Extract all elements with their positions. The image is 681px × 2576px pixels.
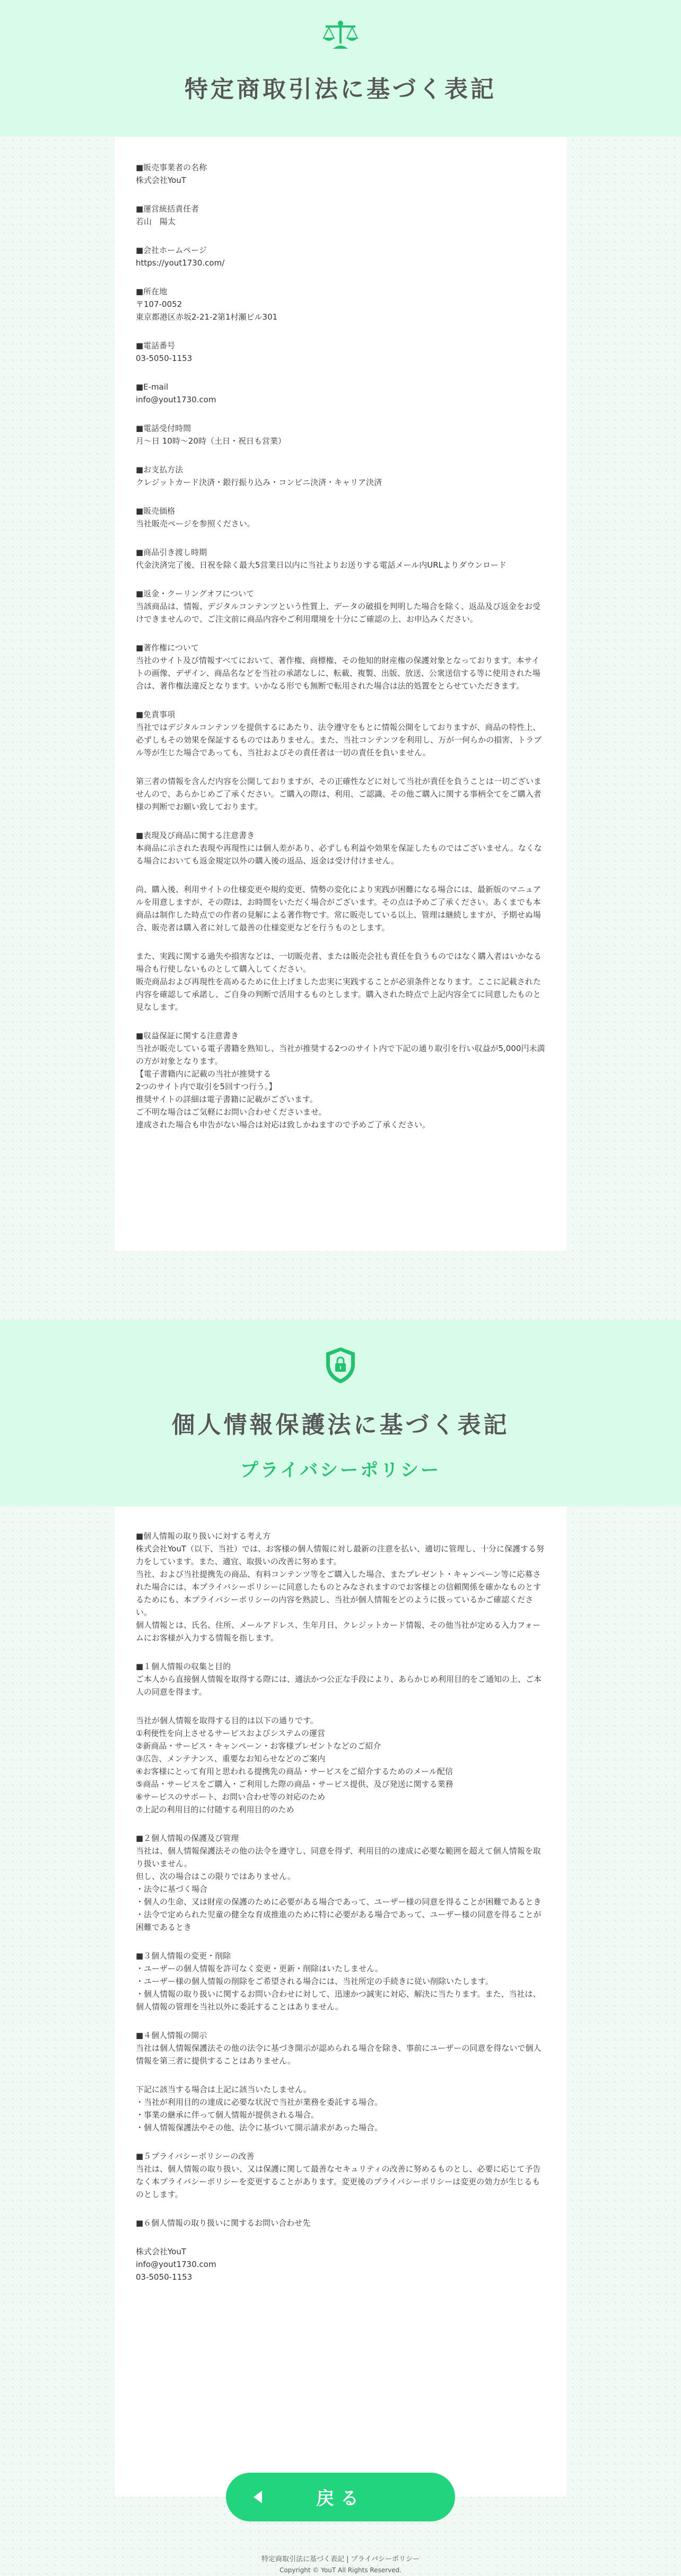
item-value: info@yout1730.com	[136, 395, 216, 404]
page-title: 特定商取引法に基づく表記	[185, 76, 496, 103]
info-item	[136, 1660, 545, 1698]
footer-links[interactable]: 特定商取引法に基づく表記 | プライバシーポリシー	[261, 2555, 420, 2563]
scales-icon	[321, 19, 360, 51]
item-label: ■運営統括責任者	[136, 204, 199, 214]
info-item	[136, 708, 545, 759]
item-value: 03-5050-1153	[136, 354, 193, 363]
item-value: 当社は、個人情報保護法その他の法令を遵守し、同意を得ず、利用目的の達成に必要な範囲を超えて個人情報を取り扱いません。 但し、次の場合はこの限りではありません。 ・法令に基づく場合 ・個人の生命、又は財産の保護のために必要がある場合であって、ユーザー様の同意を得ることが困難であるとき ・法令で定められた児童の健全な育成推進のために特に必要がある場合であって、ユーザー様の同意を得ることが困難であるとき	[136, 1846, 542, 1932]
item-value: 代金決済完了後、日祝を除く最大5営業日以内に当社よりお送りする電話メール内URLよりダウンロード	[136, 560, 507, 570]
item-value: 若山 陽太	[136, 217, 176, 226]
item-label: ■E-mail	[136, 382, 169, 392]
item-value: 〒107-0052 東京都港区赤坂2-21-2第1村瀬ビル301	[136, 299, 278, 322]
item-label: ■表現及び商品に関する注意書き	[136, 831, 255, 840]
item-value: 当社が個人情報を取得する目的は以下の通りです。 ①利便性を向上させるサービスおよびシステムの運営 ②新商品・サービス・キャンペーン・お客様プレゼントなどのご紹介 ③広告、メンテナンス、重要なお知らせなどのご案内 ④お客様にとって有用と思われる提携先の商品・サービスをご紹介するためのメール配信 ⑤商品・サービスをご購入・ご利用した際の商品・サービス提供、及び発送に関する業務 ⑥サービスのサポート、お問い合わせ等の対応のため ⑦上記の利用目的に付随する利用目的のため	[136, 1716, 453, 1814]
item-label: ■収益保証に関する注意書き	[136, 1031, 239, 1040]
info-item	[136, 2083, 545, 2134]
info-item	[136, 202, 545, 228]
item-value: ・ユーザーの個人情報を許可なく変更・更新・削除はいたしません。 ・ユーザー様の個人情報の削除をご希望される場合には、当社所定の手続きに従い削除いたします。 ・個人情報の取り扱いに関するお問い合わせに対して、迅速かつ誠実に対応、解決に当たります。また、当社は、個人情報の管理を当社以外に委託することはありません。	[136, 1964, 541, 2012]
info-item	[136, 1832, 545, 1934]
item-value: 当社のサイト及び情報すべてにおいて、著作権、商標権、その他知的財産権の保護対象となっております。本サイトの画像、デザイン、商品名などを当社の承諾なしに、転載、複製、出版、放送、公衆送信する等に使用された場合は、著作権法違反となります。いかなる形でも無断で転用された場合は法的処置をとらせていただきます。	[136, 656, 540, 691]
item-label: ■電話受付時間	[136, 424, 191, 433]
item-label: ■個人情報の取り扱いに対する考え方	[136, 1531, 271, 1541]
item-value: 株式会社YouT info@yout1730.com 03-5050-1153	[136, 2247, 216, 2282]
item-value: 第三者の情報を含んだ内容を公開しておりますが、その正確性などに対して当社が責任を負うことは一切ございませんので、あらかじめご了承ください。ご購入の際は、利用、ご認識、その他ご購入に関する事柄全てをご購入者様の判断でお願い致しております。	[136, 777, 542, 811]
privacy-panel	[115, 1506, 566, 2496]
privacy-header	[0, 1320, 681, 1506]
page-footer	[0, 2488, 681, 2576]
privacy-title: 個人情報保護法に基づく表記	[171, 1411, 510, 1439]
copyright: Copyright © YouT All Rights Reserved.	[279, 2566, 402, 2574]
item-value: 株式会社YouT	[136, 175, 187, 185]
info-item	[136, 829, 545, 867]
info-item	[136, 505, 545, 530]
info-item	[136, 883, 545, 934]
item-value: クレジットカード決済・銀行振り込み・コンビニ決済・キャリア決済	[136, 478, 382, 487]
arrow-left-icon	[254, 2491, 262, 2503]
info-item	[136, 950, 545, 1013]
back-button-label: 戻る	[316, 2488, 365, 2509]
info-item	[136, 1714, 545, 1816]
info-item	[136, 2217, 545, 2229]
item-value: ご本人から直接個人情報を取得する際には、適法かつ公正な手段により、あらかじめ利用目的をご通知の上、ご本人の同意を得ます。	[136, 1674, 542, 1697]
item-label: ■３個人情報の変更・削除	[136, 1951, 231, 1961]
info-item	[136, 775, 545, 813]
item-value: 当社が販売している電子書籍を熟知し、当社が推奨する2つのサイト内で下記の通り取引を行い収益が5,000円未満の方が対象となります。 【電子書籍内に記載の当社が推奨する 2つのサイト内で取引を5回すつ行う。】 推奨サイトの詳細は電子書籍に記載がございます。 ご不明な場合はご気軽にお問い合わせくださいませ。 達成された場合も申告がない場合は対応は致しかねますので予めご了承ください。	[136, 1044, 545, 1130]
info-item	[136, 422, 545, 447]
item-label: ■６個人情報の取り扱いに関するお問い合わせ先	[136, 2218, 311, 2228]
info-item	[136, 1029, 545, 1131]
item-label: ■５プライバシーポリシーの改善	[136, 2151, 255, 2161]
item-value: 本商品に示された表現や再現性には個人差があり、必ずしも利益や効果を保証したものではございません。なくなる場合においても返金規定以外の購入後の返品、返金は受け付けません。	[136, 843, 542, 866]
item-label: ■１個人情報の収集と目的	[136, 1662, 231, 1671]
tokusho-header	[0, 0, 681, 137]
item-label: ■著作権について	[136, 643, 199, 652]
info-item	[136, 546, 545, 571]
item-value: 月〜日 10時〜20時（土日・祝日も営業）	[136, 436, 286, 446]
item-label: ■４個人情報の開示	[136, 2031, 207, 2040]
info-item	[136, 2029, 545, 2067]
info-item	[136, 1530, 545, 1644]
privacy-subtitle: プライバシーポリシー	[240, 1460, 441, 1481]
info-item	[136, 244, 545, 269]
section-gap	[0, 1251, 681, 1320]
item-value: 尚、購入後、利用サイトの仕様変更や規約変更、情勢の変化により実践が困難になる場合には、最新版のマニュアルを用意しますが、その際は、お時間をいただく場合がございます。その点は予めご了承ください。あくまでも本商品は制作した時点での作者の見解による著作物です。常に販売している以上、管理は継続しますが、予期せぬ場合、販売者は購入者に対して最善の仕様変更などを行うものとします。	[136, 885, 541, 932]
shield-lock-icon	[324, 1346, 357, 1384]
item-value: また、実践に関する過失や損害などは、一切販売者、または販売会社も責任を負うものではなく購入者はいかなる場合も行使しないものとして購入してください。 販売商品および再現性を高めるために仕上げました忠実に実践することが必須条件となります。ここに記載された内容を確認して承諾し、ご自身の判断で活用するものとします。購入された時点で上記内容全てに同意したものと見なします。	[136, 951, 542, 1012]
info-item	[136, 463, 545, 489]
tokusho-panel	[115, 137, 566, 1251]
info-item	[136, 339, 545, 365]
item-value: 当該商品は、情報、デジタルコンテンツという性質上、データの破損を判明した場合を除く、返品及び返金をお受けできませんので、ご注文前に商品内容やご利用環境を十分にご確認の上、お申込みください。	[136, 602, 541, 624]
info-item	[136, 161, 545, 187]
info-item	[136, 587, 545, 625]
item-value: 当社ではデジタルコンテンツを提供するにあたり、法令遵守をもとに情報公開をしておりますが、商品の特性上、必ずしもその効果を保証するものではありません。また、当社コンテンツを利用し、万が一何らかの損害、トラブル等が生じた場合であっても、当社およびその責任者は一切の責任を負いません。	[136, 722, 542, 757]
item-label: ■免責事項	[136, 710, 176, 719]
info-item	[136, 2245, 545, 2283]
item-label: ■販売価格	[136, 506, 176, 516]
item-value: 当社は、個人情報の取り扱い、又は保護に関して最善なセキュリティの改善に努めるものとし、必要に応じて予告なく本プライバシーポリシーを変更することがあります。変更後のプライバシーポリシーは変更の効力が生じるものとします。	[136, 2164, 541, 2199]
item-value: 当社は個人情報保護法その他の法令に基づき開示が認められる場合を除き、事前にユーザーの同意を得ないで個人情報を第三者に提供することはありません。	[136, 2043, 542, 2066]
info-item	[136, 285, 545, 323]
info-item	[136, 1949, 545, 2013]
item-value: 当社販売ページを参照ください。	[136, 519, 255, 528]
item-value: https://yout1730.com/	[136, 258, 225, 268]
item-label: ■所在地	[136, 287, 168, 296]
item-label: ■お支払方法	[136, 465, 184, 474]
item-label: ■返金・クーリングオフについて	[136, 589, 255, 598]
item-label: ■２個人情報の保護及び管理	[136, 1833, 239, 1843]
item-label: ■会社ホームページ	[136, 245, 207, 255]
item-value: 下記に該当する場合は上記に該当いたしません。 ・当社が利用目的の達成に必要な状況で当社が業務を委託する場合。 ・事業の継承に伴って個人情報が提供される場合。 ・個人情報保護法やその他、法令に基づいて開示請求があった場合。	[136, 2085, 383, 2132]
info-item	[136, 641, 545, 692]
info-item	[136, 381, 545, 406]
item-value: 株式会社YouT（以下、当社）では、お客様の個人情報に対し最新の注意を払い、適切に管理し、十分に保護する努力をしています。また、適宜、取扱いの改善に努めます。 当社、および当社提携先の商品、有料コンテンツ等をご購入した場合、またプレゼント・キャンペーン等に応募された場合には、本プライバシーポリシーに同意したものとみなされますのでお客様との信頼関係を確かなものとするためにも、本プライバシーポリシーの内容を熟読し、当社が個人情報をどのように扱っているかご確認ください。 個人情報とは、氏名、住所、メールアドレス、生年月日、クレジットカード情報、その他当社が定める入力フォームにお客様が入力する情報を指します。	[136, 1544, 545, 1643]
item-label: ■販売事業者の名称	[136, 163, 207, 172]
back-button[interactable]	[226, 2473, 455, 2521]
item-label: ■商品引き渡し時期	[136, 548, 207, 557]
item-label: ■電話番号	[136, 341, 176, 350]
info-item	[136, 2150, 545, 2201]
